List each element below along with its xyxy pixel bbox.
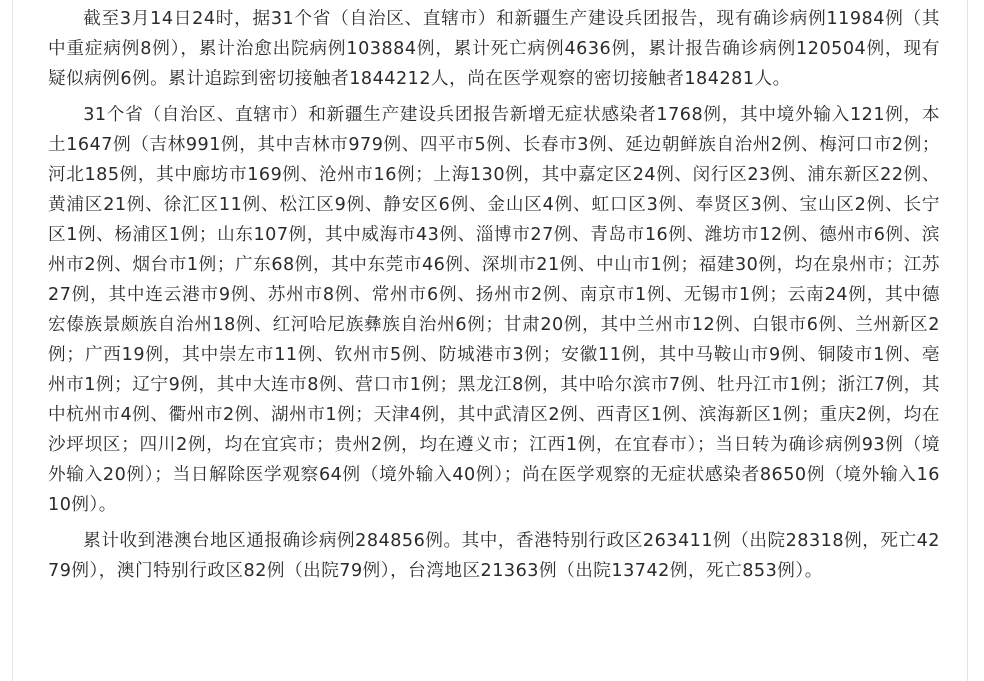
page-container xyxy=(12,0,968,681)
paragraph-hk-macao-taiwan: 累计收到港澳台地区通报确诊病例284856例。其中，香港特别行政区263411例（出院28318例，死亡4279例），澳门特别行政区82例（出院79例），台湾地区21363例（出院13742例，死亡853例）。 xyxy=(48,531,940,581)
paragraph-confirmed-cases: 截至3月14日24时，据31个省（自治区、直辖市）和新疆生产建设兵团报告，现有确诊病例11984例（其中重症病例8例），累计治愈出院病例103884例，累计死亡病例4636例，累计报告确诊病例120504例，现有疑似病例6例。累计追踪到密切接触者1844212人，尚在医学观察的密切接触者184281人。 xyxy=(48,9,940,89)
article-body xyxy=(48,4,940,592)
paragraph-asymptomatic-cases: 31个省（自治区、直辖市）和新疆生产建设兵团报告新增无症状感染者1768例，其中境外输入121例，本土1647例（吉林991例，其中吉林市979例、四平市5例、长春市3例、延边朝鲜族自治州2例、梅河口市2例；河北185例，其中廊坊市169例、沧州市16例；上海130例，其中嘉定区24例、闵行区23例、浦东新区22例、黄浦区21例、徐汇区11例、松江区9例、静安区6例、金山区4例、虹口区3例、奉贤区3例、宝山区2例、长宁区1例、杨浦区1例；山东107例，其中威海市43例、淄博市27例、青岛市16例、潍坊市12例、德州市6例、滨州市2例、烟台市1例；广东68例，其中东莞市46例、深圳市21例、中山市1例；福建30例，均在泉州市；江苏27例，其中连云港市9例、苏州市8例、常州市6例、扬州市2例、南京市1例、无锡市1例；云南24例，其中德宏傣族景颇族自治州18例、红河哈尼族彝族自治州6例；甘肃20例，其中兰州市12例、白银市6例、兰州新区2例；广西19例，其中崇左市11例、钦州市5例、防城港市3例；安徽11例，其中马鞍山市9例、铜陵市1例、亳州市1例；辽宁9例，其中大连市8例、营口市1例；黑龙江8例，其中哈尔滨市7例、牡丹江市1例；浙江7例，其中杭州市4例、衢州市2例、湖州市1例；天津4例，其中武清区2例、西青区1例、滨海新区1例；重庆2例，均在沙坪坝区；四川2例，均在宜宾市；贵州2例，均在遵义市；江西1例，在宜春市）；当日转为确诊病例93例（境外输入20例）；当日解除医学观察64例（境外输入40例）；尚在医学观察的无症状感染者8650例（境外输入1610例）。 xyxy=(48,105,940,515)
